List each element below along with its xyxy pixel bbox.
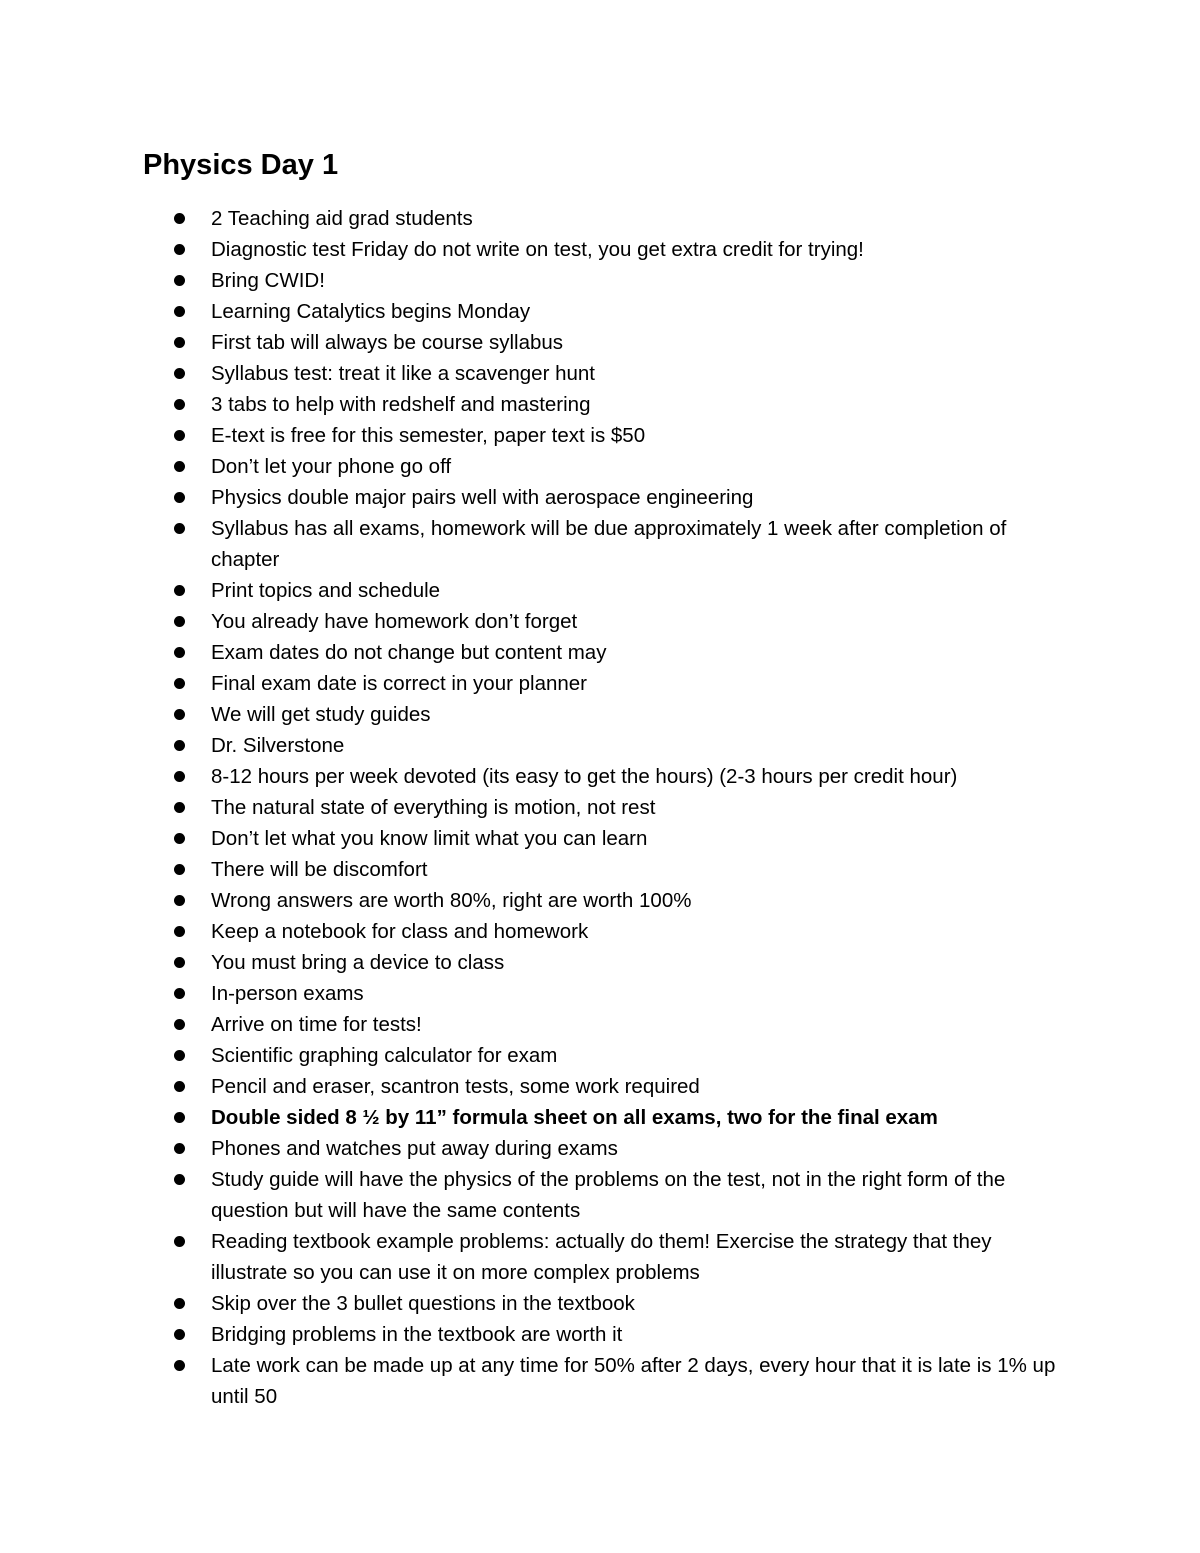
list-item: [0, 358, 1071, 389]
bullet-icon: [174, 368, 185, 379]
bullet-icon: [174, 678, 185, 689]
list-item-text: Print topics and schedule: [211, 579, 441, 602]
list-item: [0, 1102, 1071, 1133]
list-item: [0, 482, 1071, 513]
list-item: [0, 1288, 1071, 1319]
list-item-text: Bring CWID!: [211, 269, 325, 292]
list-item: [0, 389, 1071, 420]
list-item: [0, 1071, 1071, 1102]
list-item: [0, 513, 1071, 575]
list-item: [0, 265, 1071, 296]
list-item-text: Don’t let your phone go off: [211, 455, 452, 478]
bullet-icon: [174, 585, 185, 596]
list-item: [0, 1319, 1071, 1350]
list-item: [0, 668, 1071, 699]
list-item-text: Arrive on time for tests!: [211, 1013, 422, 1036]
bullet-icon: [174, 1019, 185, 1030]
list-item: [0, 978, 1071, 1009]
bullet-icon: [174, 833, 185, 844]
list-item: [0, 1164, 1071, 1226]
list-item: [0, 730, 1071, 761]
list-item: [0, 699, 1071, 730]
bullet-icon: [174, 275, 185, 286]
bullet-icon: [174, 1329, 185, 1340]
list-item: [0, 854, 1071, 885]
list-item: [0, 637, 1071, 668]
list-item: [0, 1350, 1071, 1412]
bullet-icon: [174, 1143, 185, 1154]
bullet-icon: [174, 864, 185, 875]
list-item-text: Reading textbook example problems: actually do them! Exercise the strategy that they illustrate so you can use it on more complex problems: [211, 1230, 992, 1284]
list-item-text: There will be discomfort: [211, 858, 428, 881]
bullet-icon: [174, 523, 185, 534]
list-item-text: Syllabus has all exams, homework will be due approximately 1 week after completion of chapter: [211, 517, 1007, 571]
list-item-text: 8-12 hours per week devoted (its easy to get the hours) (2-3 hours per credit hour): [211, 765, 958, 788]
bullet-icon: [174, 337, 185, 348]
bullet-icon: [174, 244, 185, 255]
bullet-icon: [174, 1174, 185, 1185]
list-item-text: 3 tabs to help with redshelf and mastering: [211, 393, 591, 416]
list-item: [0, 203, 1071, 234]
list-item-text: Phones and watches put away during exams: [211, 1137, 618, 1160]
list-item-text: Physics double major pairs well with aerospace engineering: [211, 486, 754, 509]
bullet-icon: [174, 926, 185, 937]
bullet-icon: [174, 1112, 185, 1123]
bullet-icon: [174, 802, 185, 813]
bullet-icon: [174, 430, 185, 441]
bullet-icon: [174, 895, 185, 906]
list-item-text: Wrong answers are worth 80%, right are worth 100%: [211, 889, 692, 912]
list-item: [0, 761, 1071, 792]
notes-list: [0, 203, 1200, 1412]
bullet-icon: [174, 1236, 185, 1247]
list-item-text: In-person exams: [211, 982, 364, 1005]
bullet-icon: [174, 461, 185, 472]
list-item: [0, 1009, 1071, 1040]
page-title: Physics Day 1: [143, 149, 339, 181]
bullet-icon: [174, 1081, 185, 1092]
list-item-text: Exam dates do not change but content may: [211, 641, 607, 664]
list-item: [0, 885, 1071, 916]
bullet-icon: [174, 1298, 185, 1309]
list-item: [0, 234, 1071, 265]
bullet-icon: [174, 1050, 185, 1061]
list-item-text: Diagnostic test Friday do not write on test, you get extra credit for trying!: [211, 238, 864, 261]
list-item: [0, 451, 1071, 482]
list-item-text: Don’t let what you know limit what you can learn: [211, 827, 648, 850]
list-item-text: Study guide will have the physics of the problems on the test, not in the right form of the question but will have the same contents: [211, 1168, 1006, 1222]
bullet-icon: [174, 647, 185, 658]
list-item: [0, 575, 1071, 606]
list-item: [0, 916, 1071, 947]
list-item-text: 2 Teaching aid grad students: [211, 207, 473, 230]
bullet-icon: [174, 988, 185, 999]
list-item: [0, 823, 1071, 854]
list-item-text: You must bring a device to class: [211, 951, 505, 974]
list-item-text: Bridging problems in the textbook are worth it: [211, 1323, 623, 1346]
list-item-text: Late work can be made up at any time for 50% after 2 days, every hour that it is late is 1% up until 50: [211, 1354, 1056, 1408]
list-item: [0, 947, 1071, 978]
bullet-icon: [174, 399, 185, 410]
list-item-text: First tab will always be course syllabus: [211, 331, 564, 354]
bullet-icon: [174, 740, 185, 751]
list-item: [0, 1040, 1071, 1071]
list-item-text: You already have homework don’t forget: [211, 610, 578, 633]
list-item-text: Skip over the 3 bullet questions in the textbook: [211, 1292, 635, 1315]
list-item-text: Syllabus test: treat it like a scavenger hunt: [211, 362, 596, 385]
list-item: [0, 792, 1071, 823]
bullet-icon: [174, 492, 185, 503]
list-item-text: Double sided 8 ½ by 11” formula sheet on all exams, two for the final exam: [211, 1106, 938, 1129]
list-item-text: E-text is free for this semester, paper text is $50: [211, 424, 646, 447]
list-item-text: Learning Catalytics begins Monday: [211, 300, 531, 323]
list-item: [0, 420, 1071, 451]
bullet-icon: [174, 1360, 185, 1371]
list-item-text: Keep a notebook for class and homework: [211, 920, 589, 943]
list-item-text: Dr. Silverstone: [211, 734, 345, 757]
bullet-icon: [174, 709, 185, 720]
list-item: [0, 327, 1071, 358]
list-item-text: The natural state of everything is motion, not rest: [211, 796, 656, 819]
bullet-icon: [174, 957, 185, 968]
list-item-text: Scientific graphing calculator for exam: [211, 1044, 558, 1067]
bullet-icon: [174, 213, 185, 224]
bullet-icon: [174, 771, 185, 782]
list-item: [0, 1133, 1071, 1164]
list-item-text: We will get study guides: [211, 703, 431, 726]
list-item-text: Pencil and eraser, scantron tests, some work required: [211, 1075, 700, 1098]
list-item: [0, 606, 1071, 637]
bullet-icon: [174, 306, 185, 317]
list-item: [0, 296, 1071, 327]
list-item-text: Final exam date is correct in your planner: [211, 672, 588, 695]
bullet-icon: [174, 616, 185, 627]
list-item: [0, 1226, 1071, 1288]
